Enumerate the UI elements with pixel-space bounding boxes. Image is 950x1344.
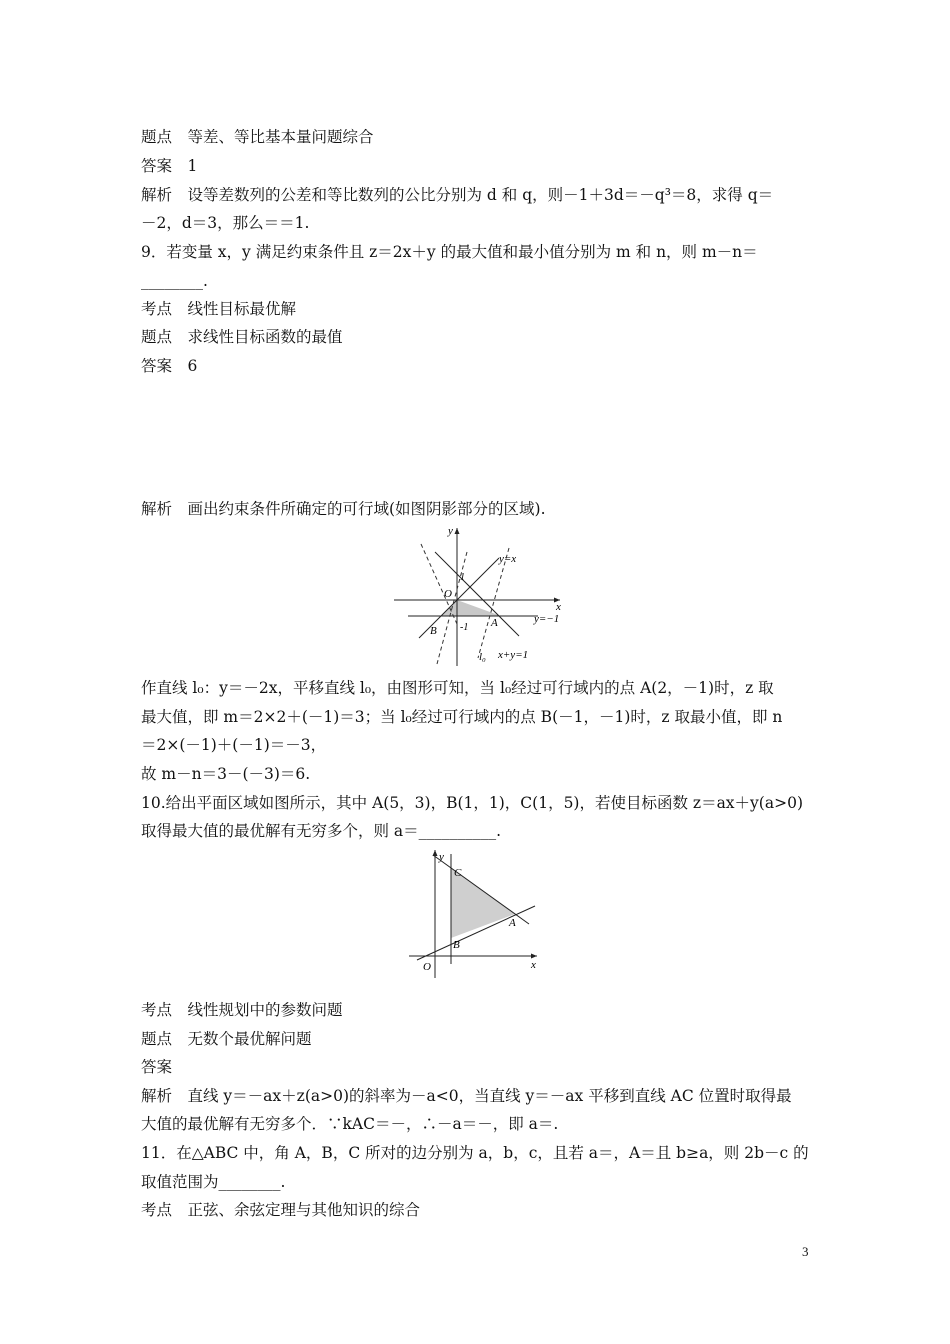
text-line-14: 故 m－n＝3－(－3)＝6. <box>141 765 311 783</box>
text-line-12: 最大值，即 m＝2×2＋(－1)＝3；当 l₀经过可行域内的点 B(－1，－1)时，z 取最小值，即 n <box>141 708 783 726</box>
x-axis-arrow-2 <box>531 954 537 959</box>
text-line-24: 考点 正弦、余弦定理与其他知识的综合 <box>141 1201 421 1219</box>
text-line-20: 解析 直线 y＝－ax＋z(a>0)的斜率为－a<0，当直线 y＝－ax 平移到直线 AC 位置时取得最 <box>141 1087 792 1105</box>
y-axis-arrow-1 <box>455 528 460 534</box>
text-line-16: 取得最大值的最优解有无穷多个，则 a＝__________. <box>141 822 502 840</box>
text-line-21: 大值的最优解有无穷多个．∵kAC＝－，∴－a＝－，即 a＝. <box>141 1115 559 1133</box>
fig1-label-yx: y=x <box>499 553 517 565</box>
text-line-13: ＝2×(－1)＋(－1)＝－3， <box>141 736 327 754</box>
fig1-label-origin: O <box>444 588 452 600</box>
fig1-label-minus-one: -1 <box>460 622 469 633</box>
fig2-label-y: y <box>439 851 444 863</box>
text-line-5: 9．若变量 x，y 满足约束条件且 z＝2x＋y 的最大值和最小值分别为 m 和 n，则 m－n＝ <box>141 243 758 261</box>
page-number: 3 <box>802 1244 809 1259</box>
text-line-4: －2，d＝3，那么＝＝1. <box>141 214 310 232</box>
fig1-label-xy1: x+y=1 <box>498 649 529 661</box>
fig1-label-l0: l₀ <box>479 651 486 663</box>
text-line-6: ________. <box>141 272 208 290</box>
fig2-label-C: C <box>454 867 462 879</box>
fig1-label-y: y <box>448 525 453 537</box>
fig2-label-x: x <box>531 959 536 971</box>
text-line-22: 11．在△ABC 中，角 A，B，C 所对的边分别为 a，b，c，且若 a＝，A＝且 b≥a，则 2b－c 的 <box>141 1144 809 1162</box>
fig2-label-B: B <box>453 939 460 951</box>
text-line-17: 考点 线性规划中的参数问题 <box>141 1001 343 1019</box>
text-line-3: 解析 设等差数列的公差和等比数列的公比分别为 d 和 q，则－1＋3d＝－q³＝8，求得 q＝ <box>141 186 774 204</box>
feasible-region-figure-1 <box>388 522 578 670</box>
fig2-label-A: A <box>509 917 516 929</box>
text-line-8: 题点 求线性目标函数的最值 <box>141 328 343 346</box>
fig1-label-A: A <box>491 617 498 629</box>
fig1-label-ym1: y=−1 <box>534 613 560 625</box>
fig1-label-B: B <box>430 625 437 637</box>
text-line-15: 10.给出平面区域如图所示，其中 A(5，3)，B(1，1)，C(1，5)，若使目标函数 z＝ax＋y(a>0) <box>141 794 803 812</box>
text-line-1: 题点 等差、等比基本量问题综合 <box>141 128 374 146</box>
feasible-region-figure-2 <box>405 846 555 982</box>
fig1-label-x: x <box>556 601 561 613</box>
text-line-7: 考点 线性目标最优解 <box>141 300 297 318</box>
fig2-label-origin: O <box>423 961 431 973</box>
fig1-label-one: 1 <box>460 572 465 583</box>
text-line-10: 解析 画出约束条件所确定的可行域(如图阴影部分的区域). <box>141 500 546 518</box>
text-line-23: 取值范围为________. <box>141 1173 286 1191</box>
text-line-19: 答案 <box>141 1058 173 1076</box>
text-line-18: 题点 无数个最优解问题 <box>141 1030 312 1048</box>
text-line-2: 答案 1 <box>141 157 198 175</box>
text-line-9: 答案 6 <box>141 357 198 375</box>
text-line-11: 作直线 l₀：y＝－2x，平移直线 l₀，由图形可知，当 l₀经过可行域内的点 A(2，－1)时，z 取 <box>141 679 774 697</box>
